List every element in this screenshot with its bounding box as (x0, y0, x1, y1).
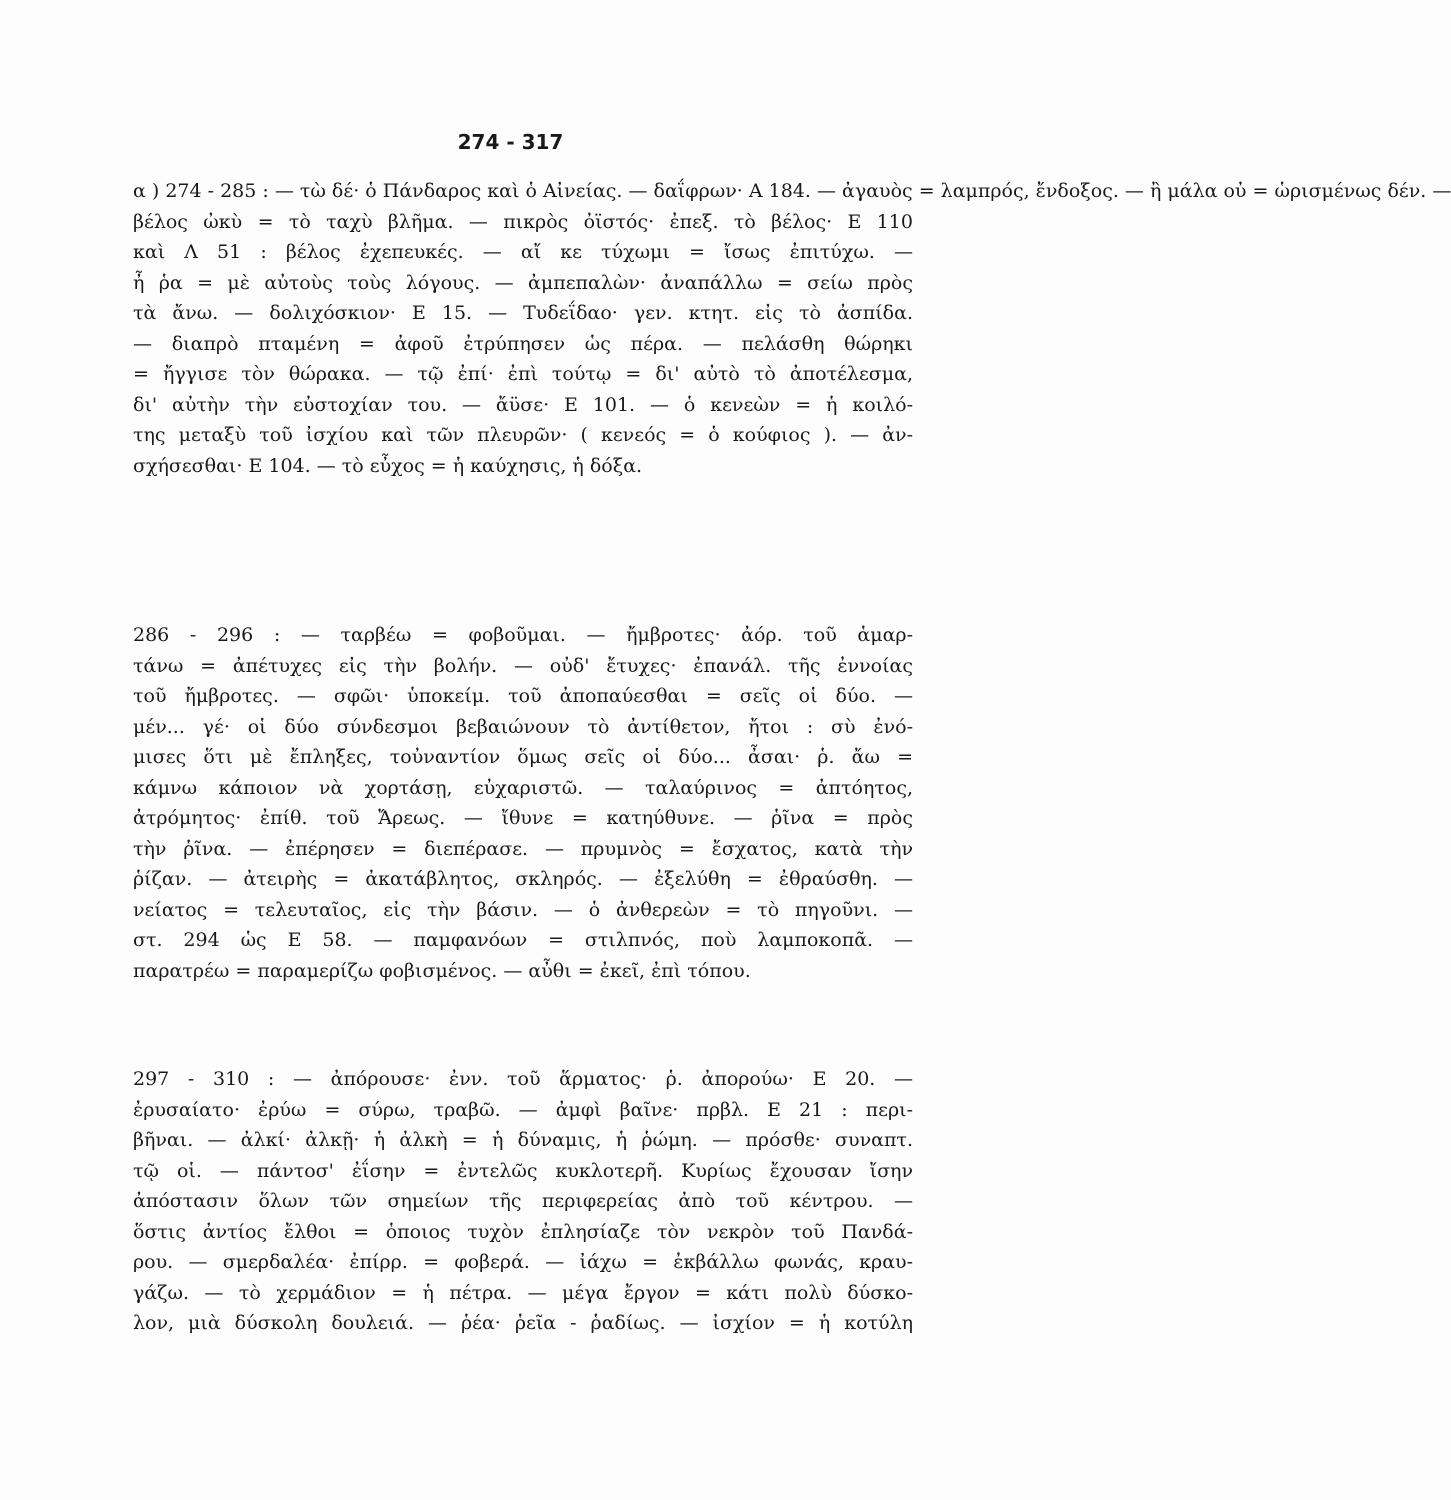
text-line: λον, μιὰ δύσκολη δουλειά. — ῥέα· ῥεῖα - ῥαδίως. — ἰσχίον = ἡ κοτύλη (133, 1312, 913, 1334)
text-line: βέλος ὠκὺ = τὸ ταχὺ βλῆμα. — πικρὸς ὀϊστός· ἐπεξ. τὸ βέλος· Ε 110 (133, 210, 913, 233)
text-line: τοῦ ἤμβροτες. — σφῶι· ὑποκείμ. τοῦ ἀποπαύεσθαι = σεῖς οἱ δύο. — (133, 685, 913, 707)
text-line: καὶ Λ 51 : βέλος ἐχεπευκές. — αἴ κε τύχωμι = ἴσως ἐπιτύχω. — (133, 241, 913, 263)
text-line: ῥίζαν. — ἀτειρὴς = ἀκατάβλητος, σκληρός. — ἐξελύθη = ἐθραύσθη. — (133, 868, 913, 890)
text-line: βῆναι. — ἀλκί· ἀλκῇ· ἡ ἀλκὴ = ἡ δύναμις, ἡ ῥώμη. — πρόσθε· συναπτ. (133, 1129, 913, 1151)
text-line: κάμνω κάποιον νὰ χορτάσῃ, εὐχαριστῶ. — ταλαύρινος = ἀπτόητος, (133, 776, 913, 799)
text-line: σχήσεσθαι· Ε 104. — τὸ εὖχος = ἡ καύχησις, ἡ δόξα. (133, 454, 643, 477)
text-line: ἦ ῥα = μὲ αὐτοὺς τοὺς λόγους. — ἀμπεπαλὼν· ἀναπάλλω = σείω πρὸς (133, 271, 913, 294)
text-line: δι' αὐτὴν τὴν εὐστοχίαν του. — ἄϋσε· Ε 101. — ὁ κενεὼν = ἡ κοιλό- (133, 393, 913, 416)
text-line: νείατος = τελευταῖος, εἰς τὴν βάσιν. — ὁ ἀνθερεὼν = τὸ πηγοῦνι. — (133, 898, 913, 921)
text-line: ἐρυσαίατο· ἐρύω = σύρω, τραβῶ. — ἀμφὶ βαῖνε· πρβλ. Ε 21 : περι- (133, 1098, 913, 1121)
commentary-paragraph-286-296 (133, 620, 913, 986)
text-line: ὅστις ἀντίος ἔλθοι = ὁποιος τυχὸν ἐπλησίαζε τὸν νεκρὸν τοῦ Πανδά- (133, 1220, 913, 1243)
text-line: 297 - 310 : — ἀπόρουσε· ἐνν. τοῦ ἅρματος· ῥ. ἀπορούω· Ε 20. — (133, 1068, 913, 1090)
text-line: ἀτρόμητος· ἐπίθ. τοῦ Ἄρεως. — ἴθυνε = κατηύθυνε. — ῥῖνα = πρὸς (133, 807, 913, 829)
text-line: τῷ οἱ. — πάντοσ' ἐΐσην = ἐντελῶς κυκλοτερῆ. Κυρίως ἔχουσαν ἴσην (133, 1159, 913, 1182)
text-line: τὴν ῥῖνα. — ἐπέρησεν = διεπέρασε. — πρυμνὸς = ἔσχατος, κατὰ τὴν (133, 837, 913, 860)
text-line: α ) 274 - 285 : — τὼ δέ· ὁ Πάνδαρος καὶ ὁ Αἰνείας. — δαΐφρων· Α 184. — ἀγαυὸς = λαμπρός, ἔνδοξος. — ἢ μάλα οὐ = ὡρισμένως δέν. — (133, 180, 1451, 202)
text-line: = ἤγγισε τὸν θώρακα. — τῷ ἐπί· ἐπὶ τούτῳ = δι' αὐτὸ τὸ ἀποτέλεσμα, (133, 363, 913, 385)
text-line: ἀπόστασιν ὅλων τῶν σημείων τῆς περιφερείας ἀπὸ τοῦ κέντρου. — (133, 1190, 913, 1212)
text-line: ρου. — σμερδαλέα· ἐπίρρ. = φοβερά. — ἰάχω = ἐκβάλλω φωνάς, κραυ- (133, 1251, 913, 1273)
text-line: μέν... γέ· οἱ δύο σύνδεσμοι βεβαιώνουν τὸ ἀντίθετον, ἤτοι : σὺ ἐνό- (133, 715, 913, 738)
text-line: — διαπρὸ πταμένη = ἀφοῦ ἐτρύπησεν ὡς πέρα. — πελάσθη θώρηκι (133, 332, 913, 355)
commentary-paragraph-274-285 (133, 176, 1451, 481)
text-line: γάζω. — τὸ χερμάδιον = ἡ πέτρα. — μέγα ἔργον = κάτι πολὺ δύσκο- (133, 1281, 913, 1304)
text-line: τὰ ἄνω. — δολιχόσκιον· Ε 15. — Τυδεΐδαο· γεν. κτητ. εἰς τὸ ἀσπίδα. (133, 302, 913, 324)
text-line: στ. 294 ὡς Ε 58. — παμφανόων = στιλπνός, ποὺ λαμποκοπᾶ. — (133, 929, 913, 951)
commentary-paragraph-297-310 (133, 1064, 913, 1339)
text-line: παρατρέω = παραμερίζω φοβισμένος. — αὖθι = ἐκεῖ, ἐπὶ τόπου. (133, 959, 751, 982)
text-line: της μεταξὺ τοῦ ἰσχίου καὶ τῶν πλευρῶν· ( κενεός = ὁ κούφιος ). — ἀν- (133, 424, 913, 446)
text-line: 286 - 296 : — ταρβέω = φοβοῦμαι. — ἤμβροτες· ἀόρ. τοῦ ἁμαρ- (133, 624, 913, 646)
text-line: μισες ὅτι μὲ ἔπληξες, τοὐναντίον ὅμως σεῖς οἱ δύο... ἆσαι· ῥ. ἄω = (133, 746, 913, 768)
page-header: 274 - 317 (457, 130, 564, 154)
text-line: τάνω = ἀπέτυχες εἰς τὴν βολήν. — οὐδ' ἔτυχες· ἐπανάλ. τῆς ἐννοίας (133, 654, 913, 677)
